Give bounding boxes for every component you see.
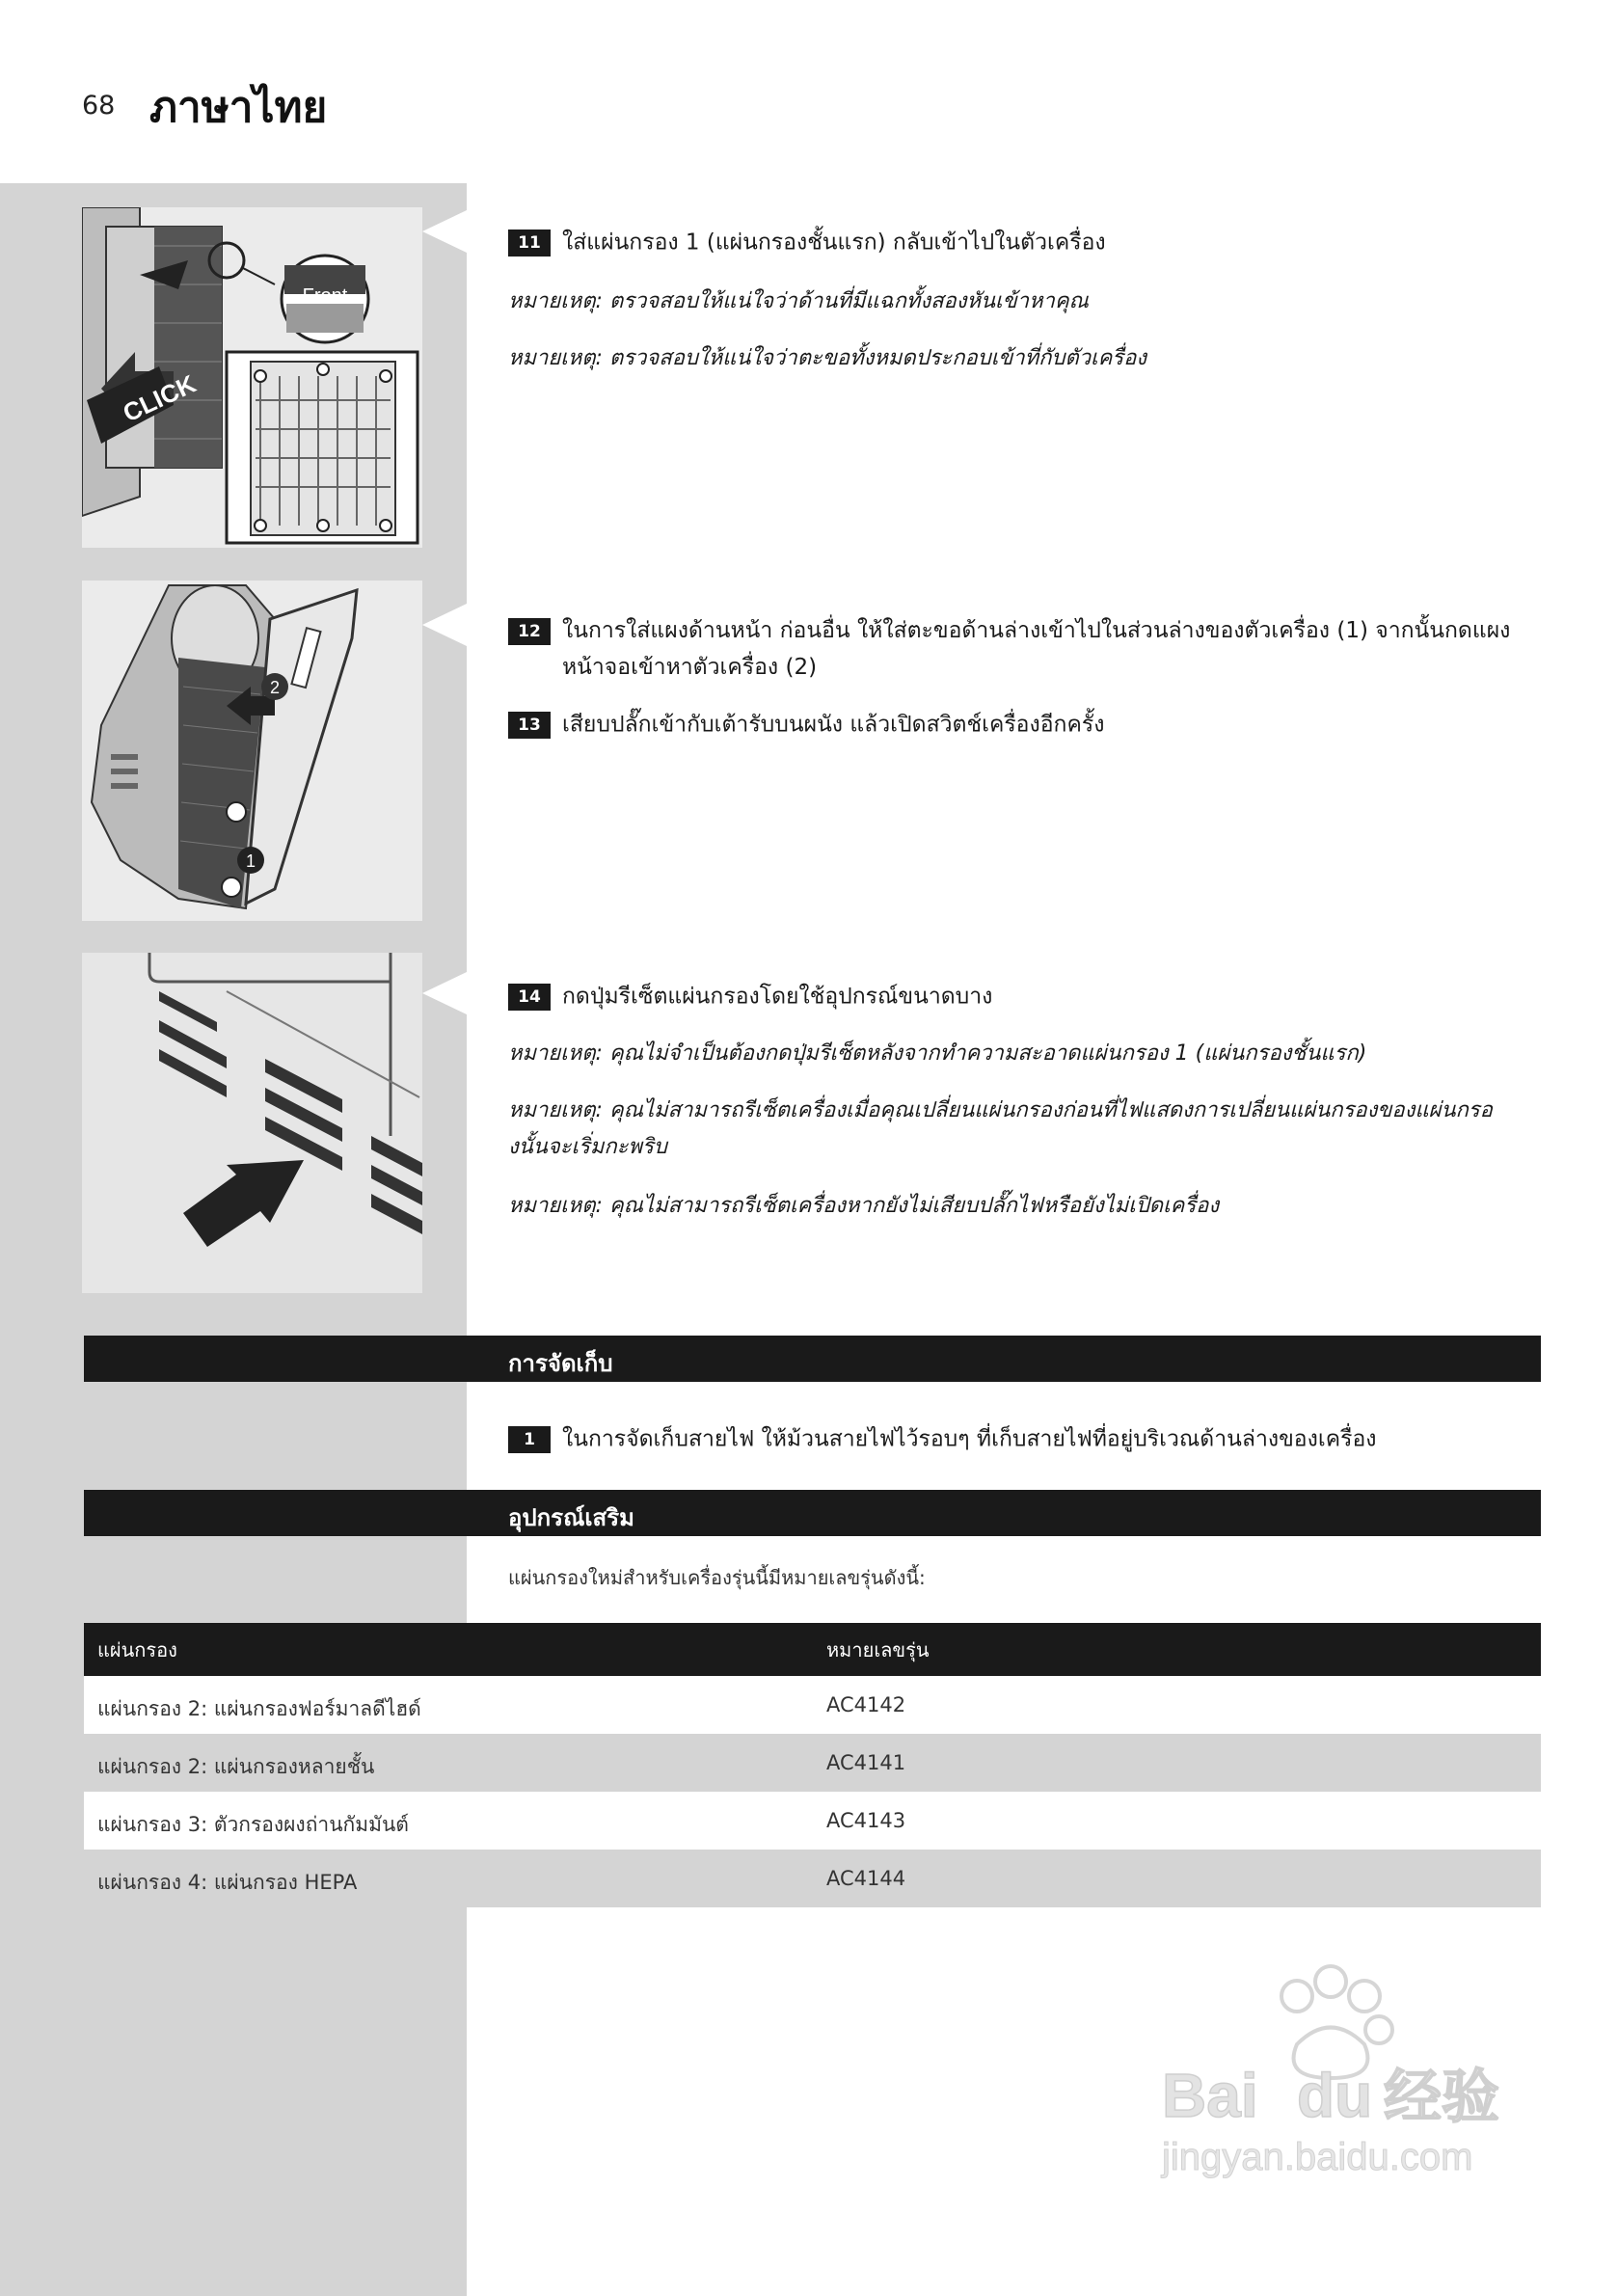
watermark-brand-cn: 经验 xyxy=(1384,2064,1499,2131)
note-14b-line-1: หมายเหตุ: คุณไม่สามารถรีเซ็ตเครื่องเมื่อคุณเปลี่ยนแผ่นกรองก่อนที่ไฟแสดงการเปลี่ยนแผ่นกรองของแผ่นกรอ xyxy=(508,1098,1493,1122)
step-text: เสียบปลั๊กเข้ากับเต้ารับบนผนัง แล้วเปิดสวิตช์เครื่องอีกครั้ง xyxy=(562,712,1105,738)
step-13 xyxy=(508,706,1540,743)
table-row xyxy=(84,1734,1541,1792)
table-header xyxy=(84,1623,1541,1676)
step-number-badge: 13 xyxy=(508,712,551,739)
step-number-badge: 12 xyxy=(508,618,551,645)
cell-model: AC4141 xyxy=(826,1751,906,1774)
accessories-intro: แผ่นกรองใหม่สำหรับเครื่องรุ่นนี้มีหมายเลขรุ่นดังนี้: xyxy=(508,1566,926,1589)
accessories-table xyxy=(84,1623,1541,1907)
step-12 xyxy=(508,612,1540,686)
step-11 xyxy=(508,224,1540,261)
page-title: ภาษาไทย xyxy=(149,83,328,132)
section-title: อุปกรณ์เสริม xyxy=(508,1504,634,1531)
cell-filter: แผ่นกรอง 4: แผ่นกรอง HEPA xyxy=(97,1871,358,1894)
figure-insert-filter xyxy=(82,207,422,548)
column-header-filter: แผ่นกรอง xyxy=(97,1638,177,1661)
cell-filter: แผ่นกรอง 2: แผ่นกรองหลายชั้น xyxy=(97,1755,375,1778)
note-14a: หมายเหตุ: คุณไม่จำเป็นต้องกดปุ่มรีเซ็ตหลังจากทำความสะอาดแผ่นกรอง 1 (แผ่นกรองชั้นแรก) xyxy=(508,1041,1367,1066)
watermark-url: jingyan.baidu.com xyxy=(1162,2136,1473,2178)
step-14 xyxy=(508,978,1540,1015)
note-11a: หมายเหตุ: ตรวจสอบให้แน่ใจว่าด้านที่มีแฉกทั้งสองหันเข้าหาคุณ xyxy=(508,289,1089,313)
click-label: CLICK xyxy=(118,368,201,428)
callout-1: 1 xyxy=(245,851,256,871)
section-heading-accessories xyxy=(84,1490,1541,1536)
cell-filter: แผ่นกรอง 3: ตัวกรองผงถ่านกัมมันต์ xyxy=(97,1813,409,1836)
section-title: การจัดเก็บ xyxy=(508,1350,613,1377)
note-14c: หมายเหตุ: คุณไม่สามารถรีเซ็ตเครื่องหากยังไม่เสียบปลั๊กไฟหรือยังไม่เปิดเครื่อง xyxy=(508,1194,1220,1218)
front-panel-illustration xyxy=(82,581,422,921)
cell-filter: แผ่นกรอง 2: แผ่นกรองฟอร์มาลดีไฮด์ xyxy=(97,1697,421,1720)
note-14b xyxy=(508,1093,1540,1166)
paw-logo-icon xyxy=(1152,1953,1567,2184)
page-number: 68 xyxy=(82,91,116,121)
baidu-watermark xyxy=(1152,1953,1567,2184)
table-row xyxy=(84,1850,1541,1907)
table-row xyxy=(84,1792,1541,1850)
cell-model: AC4142 xyxy=(826,1693,906,1716)
note-14b-line-2: งนั้นจะเริ่มกะพริบ xyxy=(508,1135,667,1159)
reset-button-illustration xyxy=(82,953,422,1293)
figure-front-panel xyxy=(82,581,422,921)
step-text: ในการใส่แผงด้านหน้า ก่อนอื่น ให้ใส่ตะขอด้านล่างเข้าไปในส่วนล่างของตัวเครื่อง (1) จากนั้นกดแผงหน้าจอเข้าหาตัวเครื่อง (2) xyxy=(562,618,1511,680)
storage-step-1 xyxy=(508,1420,1540,1458)
figure-pointer xyxy=(422,972,467,1014)
callout-2: 2 xyxy=(269,678,281,697)
step-text: ในการจัดเก็บสายไฟ ให้ม้วนสายไฟไว้รอบๆ ที่เก็บสายไฟที่อยู่บริเวณด้านล่างของเครื่อง xyxy=(562,1426,1377,1452)
step-text: ใส่แผ่นกรอง 1 (แผ่นกรองชั้นแรก) กลับเข้าไปในตัวเครื่อง xyxy=(562,230,1106,256)
filter-insert-illustration xyxy=(82,207,422,548)
table-row xyxy=(84,1676,1541,1734)
section-heading-storage xyxy=(84,1336,1541,1382)
figure-reset-button xyxy=(82,953,422,1293)
watermark-brand-b: du xyxy=(1297,2061,1373,2130)
step-number-badge: 11 xyxy=(508,230,551,257)
step-number-badge: 14 xyxy=(508,984,551,1011)
cell-model: AC4143 xyxy=(826,1809,906,1832)
column-header-model: หมายเลขรุ่น xyxy=(826,1638,930,1661)
step-number-badge: 1 xyxy=(508,1426,551,1453)
figure-pointer xyxy=(422,604,467,646)
cell-model: AC4144 xyxy=(826,1867,906,1890)
step-text: กดปุ่มรีเซ็ตแผ่นกรองโดยใช้อุปกรณ์ขนาดบาง xyxy=(562,984,993,1010)
figure-pointer xyxy=(422,210,467,253)
note-11b: หมายเหตุ: ตรวจสอบให้แน่ใจว่าตะขอทั้งหมดประกอบเข้าที่กับตัวเครื่อง xyxy=(508,346,1147,370)
watermark-brand-a: Bai xyxy=(1162,2061,1258,2130)
front-callout: Front xyxy=(302,285,348,307)
